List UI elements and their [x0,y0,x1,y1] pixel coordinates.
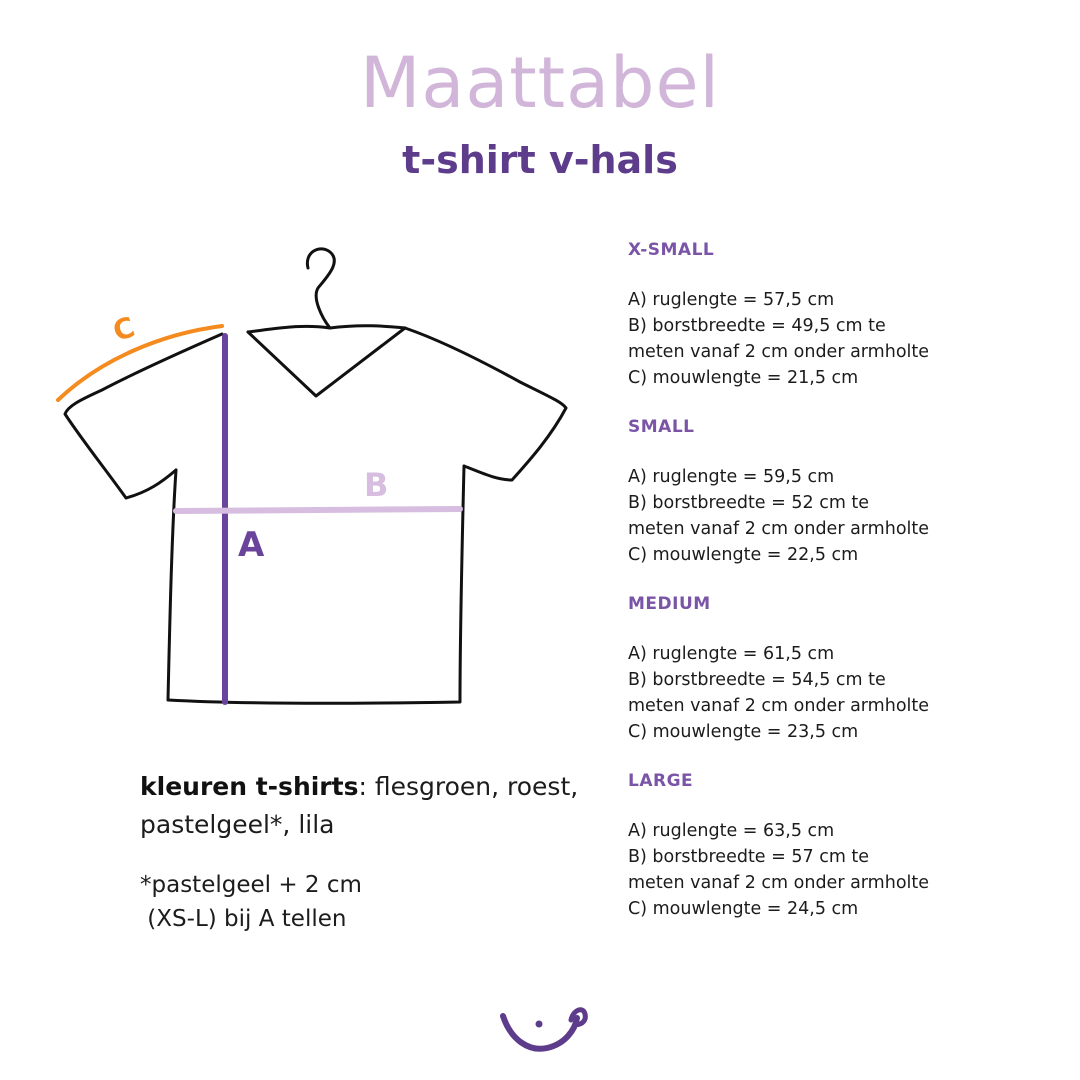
color-options-list: : flesgroen, roest, pastelgeel*, lila [140,772,579,839]
size-block-xs [628,238,1068,391]
label-a: A [238,525,265,565]
color-options [140,768,580,844]
size-heading: X-SMALL [628,240,715,260]
measure-chest-note: meten vanaf 2 cm onder armholte [628,342,930,362]
size-block-m [628,592,1068,745]
smile-logo-icon [495,1000,595,1060]
measure-sleeve-length: C) mouwlengte = 24,5 cm [628,899,859,919]
measure-back-length: A) ruglengte = 59,5 cm [628,467,835,487]
measure-chest-note: meten vanaf 2 cm onder armholte [628,873,930,893]
size-block-l [628,769,1068,922]
hanger-icon [307,249,334,328]
measure-line-c [58,326,222,400]
measure-sleeve-length: C) mouwlengte = 21,5 cm [628,368,859,388]
measure-chest-note: meten vanaf 2 cm onder armholte [628,519,930,539]
measure-chest-width: B) borstbreedte = 57 cm te [628,847,870,867]
footnote-line-1: *pastelgeel + 2 cm [140,872,362,898]
size-table [628,238,1068,922]
size-heading: LARGE [628,771,694,791]
label-c: C [109,310,139,348]
measure-back-length: A) ruglengte = 61,5 cm [628,644,835,664]
measure-chest-note: meten vanaf 2 cm onder armholte [628,696,930,716]
measure-sleeve-length: C) mouwlengte = 23,5 cm [628,722,859,742]
measure-chest-width: B) borstbreedte = 54,5 cm te [628,670,886,690]
measure-chest-width: B) borstbreedte = 52 cm te [628,493,870,513]
color-options-label: kleuren t-shirts [140,772,359,801]
page-title: Maattabel [360,42,720,124]
label-b: B [364,466,389,504]
size-block-s [628,415,1068,568]
footnote [140,868,580,936]
size-heading: SMALL [628,417,695,437]
measure-sleeve-length: C) mouwlengte = 22,5 cm [628,545,859,565]
measure-line-b [176,509,460,511]
page-subtitle: t-shirt v-hals [402,138,678,182]
measure-chest-width: B) borstbreedte = 49,5 cm te [628,316,886,336]
measure-back-length: A) ruglengte = 57,5 cm [628,290,835,310]
size-heading: MEDIUM [628,594,711,614]
tshirt-outline [65,326,566,704]
tshirt-illustration [40,230,600,730]
measure-back-length: A) ruglengte = 63,5 cm [628,821,835,841]
footnote-line-2: (XS-L) bij A tellen [140,906,347,932]
